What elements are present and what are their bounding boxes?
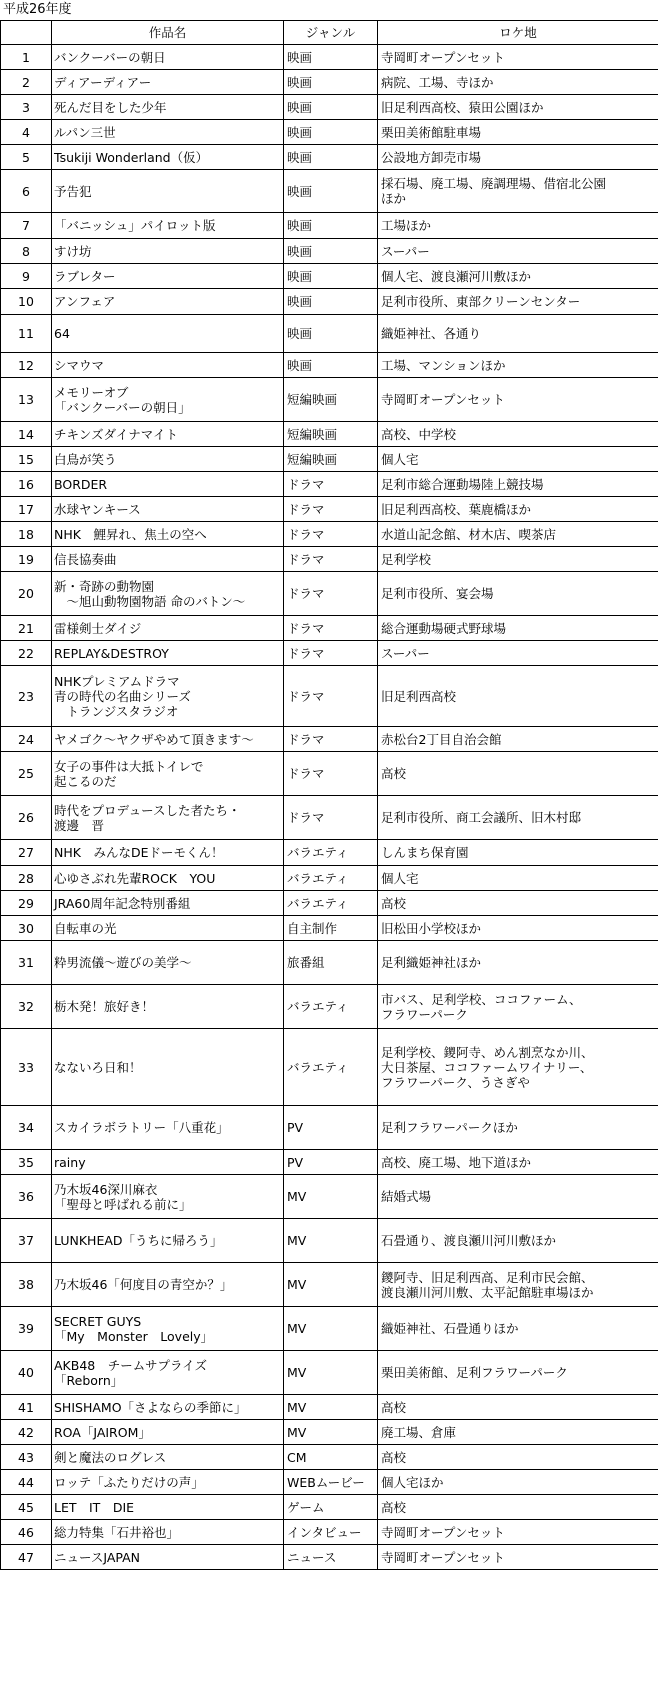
row-genre: 旅番組 bbox=[284, 941, 378, 985]
row-number: 36 bbox=[1, 1175, 52, 1219]
row-number: 23 bbox=[1, 666, 52, 727]
row-genre: ドラマ bbox=[284, 497, 378, 522]
row-number: 28 bbox=[1, 866, 52, 891]
row-title: ディアーディアー bbox=[52, 70, 284, 95]
row-title: 剣と魔法のログレス bbox=[52, 1445, 284, 1470]
table-row bbox=[1, 1351, 658, 1395]
row-genre: CM bbox=[284, 1445, 378, 1470]
row-location: 足利学校 bbox=[378, 547, 658, 572]
row-location: 寺岡町オープンセット bbox=[378, 1545, 658, 1570]
row-genre: 短編映画 bbox=[284, 378, 378, 422]
row-location: 栗田美術館、足利フラワーパーク bbox=[378, 1351, 658, 1395]
row-title: ニュースJAPAN bbox=[52, 1545, 284, 1570]
table-row bbox=[1, 239, 658, 264]
row-location: 工場、マンションほか bbox=[378, 353, 658, 378]
row-title: シマウマ bbox=[52, 353, 284, 378]
row-number: 45 bbox=[1, 1495, 52, 1520]
row-location: しんまち保育園 bbox=[378, 840, 658, 866]
table-row bbox=[1, 727, 658, 752]
row-genre: 短編映画 bbox=[284, 447, 378, 472]
row-genre: ゲーム bbox=[284, 1495, 378, 1520]
table-row bbox=[1, 891, 658, 916]
row-genre: ドラマ bbox=[284, 522, 378, 547]
row-location: 足利市役所、東部クリーンセンター bbox=[378, 289, 658, 315]
header-no bbox=[1, 21, 52, 45]
row-title: ルパン三世 bbox=[52, 120, 284, 145]
row-title: 粋男流儀～遊びの美学～ bbox=[52, 941, 284, 985]
row-number: 2 bbox=[1, 70, 52, 95]
row-genre: 映画 bbox=[284, 170, 378, 213]
row-title: SHISHAMO「さよならの季節に」 bbox=[52, 1395, 284, 1420]
row-genre: 映画 bbox=[284, 120, 378, 145]
row-title: ヤメゴク～ヤクザやめて頂きます～ bbox=[52, 727, 284, 752]
row-number: 22 bbox=[1, 641, 52, 666]
row-genre: 映画 bbox=[284, 95, 378, 120]
row-number: 21 bbox=[1, 616, 52, 641]
row-genre: 映画 bbox=[284, 70, 378, 95]
row-number: 27 bbox=[1, 840, 52, 866]
row-location: 結婚式場 bbox=[378, 1175, 658, 1219]
row-number: 8 bbox=[1, 239, 52, 264]
row-title: 自転車の光 bbox=[52, 916, 284, 941]
row-number: 19 bbox=[1, 547, 52, 572]
row-number: 44 bbox=[1, 1470, 52, 1495]
header-row bbox=[1, 21, 658, 45]
row-location: スーパー bbox=[378, 239, 658, 264]
row-location: 織姫神社、各通り bbox=[378, 315, 658, 353]
row-title: Tsukiji Wonderland（仮） bbox=[52, 145, 284, 170]
row-location: 旧足利西高校、葉鹿橋ほか bbox=[378, 497, 658, 522]
row-genre: 映画 bbox=[284, 45, 378, 70]
row-location: 寺岡町オープンセット bbox=[378, 378, 658, 422]
row-genre: 映画 bbox=[284, 145, 378, 170]
table-row bbox=[1, 70, 658, 95]
row-location: 高校 bbox=[378, 1445, 658, 1470]
row-number: 33 bbox=[1, 1029, 52, 1106]
row-title: ROA「JAIROM」 bbox=[52, 1420, 284, 1445]
row-location: 高校 bbox=[378, 1395, 658, 1420]
table-row bbox=[1, 572, 658, 616]
row-location: 総合運動場硬式野球場 bbox=[378, 616, 658, 641]
row-location: 旧足利西高校、猿田公園ほか bbox=[378, 95, 658, 120]
table-row bbox=[1, 95, 658, 120]
row-title: すけ坊 bbox=[52, 239, 284, 264]
row-location: 高校 bbox=[378, 752, 658, 796]
row-location: 個人宅 bbox=[378, 447, 658, 472]
row-genre: ドラマ bbox=[284, 666, 378, 727]
table-row bbox=[1, 145, 658, 170]
header-genre: ジャンル bbox=[284, 21, 378, 45]
row-genre: 短編映画 bbox=[284, 422, 378, 447]
row-location: 旧松田小学校ほか bbox=[378, 916, 658, 941]
row-title: 新・奇跡の動物園 ～旭山動物園物語 命のバトン～ bbox=[52, 572, 284, 616]
row-title: SECRET GUYS 「My Monster Lovely」 bbox=[52, 1307, 284, 1351]
row-location: 寺岡町オープンセット bbox=[378, 45, 658, 70]
row-number: 41 bbox=[1, 1395, 52, 1420]
row-number: 40 bbox=[1, 1351, 52, 1395]
row-number: 12 bbox=[1, 353, 52, 378]
row-title: 「バニッシュ」パイロット版 bbox=[52, 213, 284, 239]
row-title: チキンズダイナマイト bbox=[52, 422, 284, 447]
row-title: 予告犯 bbox=[52, 170, 284, 213]
row-title: 乃木坂46深川麻衣 「聖母と呼ばれる前に」 bbox=[52, 1175, 284, 1219]
row-genre: WEBムービー bbox=[284, 1470, 378, 1495]
row-title: ロッテ「ふたりだけの声」 bbox=[52, 1470, 284, 1495]
row-genre: 映画 bbox=[284, 353, 378, 378]
row-genre: MV bbox=[284, 1395, 378, 1420]
row-genre: ドラマ bbox=[284, 727, 378, 752]
row-genre: バラエティ bbox=[284, 891, 378, 916]
row-number: 9 bbox=[1, 264, 52, 289]
row-title: NHK 鯉昇れ、焦土の空へ bbox=[52, 522, 284, 547]
table-row bbox=[1, 616, 658, 641]
table-row bbox=[1, 547, 658, 572]
row-title: 乃木坂46「何度目の青空か？」 bbox=[52, 1263, 284, 1307]
row-title: BORDER bbox=[52, 472, 284, 497]
row-location: 工場ほか bbox=[378, 213, 658, 239]
row-title: NHKプレミアムドラマ 青の時代の名曲シリーズ トランジスタラジオ bbox=[52, 666, 284, 727]
row-number: 14 bbox=[1, 422, 52, 447]
row-title: rainy bbox=[52, 1150, 284, 1175]
table-row bbox=[1, 315, 658, 353]
row-genre: ドラマ bbox=[284, 796, 378, 840]
row-genre: インタビュー bbox=[284, 1520, 378, 1545]
row-location: 足利市役所、商工会議所、旧木村邸 bbox=[378, 796, 658, 840]
row-location: 鑁阿寺、旧足利西高、足利市民会館、 渡良瀬川河川敷、太平記館駐車場ほか bbox=[378, 1263, 658, 1307]
table-row bbox=[1, 45, 658, 70]
row-title: JRA60周年記念特別番組 bbox=[52, 891, 284, 916]
row-genre: 映画 bbox=[284, 264, 378, 289]
row-number: 38 bbox=[1, 1263, 52, 1307]
table-row bbox=[1, 378, 658, 422]
table-row bbox=[1, 1263, 658, 1307]
row-title: 64 bbox=[52, 315, 284, 353]
row-title: 心ゆさぶれ先輩ROCK YOU bbox=[52, 866, 284, 891]
header-location: ロケ地 bbox=[378, 21, 658, 45]
row-title: 時代をプロデュースした者たち・ 渡邊 晋 bbox=[52, 796, 284, 840]
row-location: 市バス、足利学校、ココファーム、 フラワーパーク bbox=[378, 985, 658, 1029]
table-row bbox=[1, 1395, 658, 1420]
table-row bbox=[1, 916, 658, 941]
row-location: 個人宅 bbox=[378, 866, 658, 891]
row-genre: PV bbox=[284, 1106, 378, 1150]
row-number: 39 bbox=[1, 1307, 52, 1351]
row-title: 雷様剣士ダイジ bbox=[52, 616, 284, 641]
table-row bbox=[1, 1445, 658, 1470]
table-row bbox=[1, 422, 658, 447]
row-number: 3 bbox=[1, 95, 52, 120]
table-row bbox=[1, 1545, 658, 1570]
row-title: 信長協奏曲 bbox=[52, 547, 284, 572]
row-number: 17 bbox=[1, 497, 52, 522]
row-location: スーパー bbox=[378, 641, 658, 666]
row-title: LET IT DIE bbox=[52, 1495, 284, 1520]
table-row bbox=[1, 866, 658, 891]
row-title: NHK みんなDEドーモくん！ bbox=[52, 840, 284, 866]
row-location: 石畳通り、渡良瀬川河川敷ほか bbox=[378, 1219, 658, 1263]
row-genre: MV bbox=[284, 1175, 378, 1219]
row-number: 31 bbox=[1, 941, 52, 985]
row-genre: ドラマ bbox=[284, 572, 378, 616]
row-genre: MV bbox=[284, 1219, 378, 1263]
row-title: AKB48 チームサプライズ 「Reborn」 bbox=[52, 1351, 284, 1395]
row-location: 赤松台2丁目自治会館 bbox=[378, 727, 658, 752]
row-genre: 映画 bbox=[284, 213, 378, 239]
row-number: 1 bbox=[1, 45, 52, 70]
row-number: 4 bbox=[1, 120, 52, 145]
table-row bbox=[1, 1175, 658, 1219]
sheet-title: 平成26年度 bbox=[3, 2, 72, 17]
row-genre: バラエティ bbox=[284, 1029, 378, 1106]
location-table bbox=[0, 20, 658, 1570]
row-genre: MV bbox=[284, 1263, 378, 1307]
row-location: 寺岡町オープンセット bbox=[378, 1520, 658, 1545]
row-location: 旧足利西高校 bbox=[378, 666, 658, 727]
row-genre: ドラマ bbox=[284, 472, 378, 497]
row-number: 20 bbox=[1, 572, 52, 616]
table-row bbox=[1, 213, 658, 239]
row-location: 高校 bbox=[378, 891, 658, 916]
row-title: バンクーバーの朝日 bbox=[52, 45, 284, 70]
row-number: 15 bbox=[1, 447, 52, 472]
row-location: 足利市役所、宴会場 bbox=[378, 572, 658, 616]
row-location: 個人宅ほか bbox=[378, 1470, 658, 1495]
row-genre: ニュース bbox=[284, 1545, 378, 1570]
table-row bbox=[1, 1106, 658, 1150]
row-location: 水道山記念館、材木店、喫茶店 bbox=[378, 522, 658, 547]
table-row bbox=[1, 353, 658, 378]
row-title: REPLAY&DESTROY bbox=[52, 641, 284, 666]
table-row bbox=[1, 447, 658, 472]
row-genre: ドラマ bbox=[284, 616, 378, 641]
row-location: 高校、廃工場、地下道ほか bbox=[378, 1150, 658, 1175]
table-row bbox=[1, 1520, 658, 1545]
row-number: 47 bbox=[1, 1545, 52, 1570]
row-genre: ドラマ bbox=[284, 547, 378, 572]
row-title: アンフェア bbox=[52, 289, 284, 315]
row-title: スカイラボラトリー「八重花」 bbox=[52, 1106, 284, 1150]
row-location: 足利学校、鑁阿寺、めん割烹なか川、 大日茶屋、ココファームワイナリー、 フラワーパーク、うさぎや bbox=[378, 1029, 658, 1106]
row-title: 女子の事件は大抵トイレで 起こるのだ bbox=[52, 752, 284, 796]
table-row bbox=[1, 985, 658, 1029]
row-number: 35 bbox=[1, 1150, 52, 1175]
row-title: なないろ日和！ bbox=[52, 1029, 284, 1106]
row-location: 高校、中学校 bbox=[378, 422, 658, 447]
row-genre: 映画 bbox=[284, 315, 378, 353]
row-number: 11 bbox=[1, 315, 52, 353]
table-row bbox=[1, 1219, 658, 1263]
table-row bbox=[1, 1150, 658, 1175]
row-genre: 映画 bbox=[284, 289, 378, 315]
row-number: 46 bbox=[1, 1520, 52, 1545]
row-title: ラブレター bbox=[52, 264, 284, 289]
row-location: 足利織姫神社ほか bbox=[378, 941, 658, 985]
row-location: 足利フラワーパークほか bbox=[378, 1106, 658, 1150]
table-row bbox=[1, 497, 658, 522]
table-row bbox=[1, 264, 658, 289]
row-number: 43 bbox=[1, 1445, 52, 1470]
row-location: 栗田美術館駐車場 bbox=[378, 120, 658, 145]
row-title: メモリーオブ 「バンクーバーの朝日」 bbox=[52, 378, 284, 422]
table-row bbox=[1, 941, 658, 985]
table-row bbox=[1, 666, 658, 727]
row-genre: ドラマ bbox=[284, 752, 378, 796]
table-row bbox=[1, 1420, 658, 1445]
table-row bbox=[1, 1029, 658, 1106]
row-title: 水球ヤンキース bbox=[52, 497, 284, 522]
row-genre: PV bbox=[284, 1150, 378, 1175]
row-title: 栃木発！旅好き！ bbox=[52, 985, 284, 1029]
row-genre: バラエティ bbox=[284, 866, 378, 891]
row-location: 病院、工場、寺ほか bbox=[378, 70, 658, 95]
row-number: 16 bbox=[1, 472, 52, 497]
row-number: 24 bbox=[1, 727, 52, 752]
row-genre: MV bbox=[284, 1351, 378, 1395]
row-number: 26 bbox=[1, 796, 52, 840]
table-row bbox=[1, 1307, 658, 1351]
row-genre: バラエティ bbox=[284, 985, 378, 1029]
row-number: 29 bbox=[1, 891, 52, 916]
table-row bbox=[1, 170, 658, 213]
table-row bbox=[1, 1470, 658, 1495]
row-location: 個人宅、渡良瀬河川敷ほか bbox=[378, 264, 658, 289]
row-number: 18 bbox=[1, 522, 52, 547]
row-number: 13 bbox=[1, 378, 52, 422]
table-row bbox=[1, 120, 658, 145]
header-title: 作品名 bbox=[52, 21, 284, 45]
table-row bbox=[1, 472, 658, 497]
row-title: 白鳥が笑う bbox=[52, 447, 284, 472]
table-row bbox=[1, 796, 658, 840]
row-genre: MV bbox=[284, 1307, 378, 1351]
row-genre: ドラマ bbox=[284, 641, 378, 666]
table-row bbox=[1, 752, 658, 796]
row-location: 織姫神社、石畳通りほか bbox=[378, 1307, 658, 1351]
row-number: 6 bbox=[1, 170, 52, 213]
row-number: 7 bbox=[1, 213, 52, 239]
row-number: 32 bbox=[1, 985, 52, 1029]
row-number: 10 bbox=[1, 289, 52, 315]
table-row bbox=[1, 289, 658, 315]
row-genre: バラエティ bbox=[284, 840, 378, 866]
row-number: 42 bbox=[1, 1420, 52, 1445]
row-location: 廃工場、倉庫 bbox=[378, 1420, 658, 1445]
row-number: 25 bbox=[1, 752, 52, 796]
row-number: 30 bbox=[1, 916, 52, 941]
table-row bbox=[1, 641, 658, 666]
row-location: 採石場、廃工場、廃調理場、借宿北公園 ほか bbox=[378, 170, 658, 213]
row-genre: 映画 bbox=[284, 239, 378, 264]
table-row bbox=[1, 522, 658, 547]
row-genre: MV bbox=[284, 1420, 378, 1445]
row-location: 足利市総合運動場陸上競技場 bbox=[378, 472, 658, 497]
row-location: 公設地方卸売市場 bbox=[378, 145, 658, 170]
row-title: LUNKHEAD「うちに帰ろう」 bbox=[52, 1219, 284, 1263]
row-title: 総力特集「石井裕也」 bbox=[52, 1520, 284, 1545]
row-number: 34 bbox=[1, 1106, 52, 1150]
row-genre: 自主制作 bbox=[284, 916, 378, 941]
table-row bbox=[1, 840, 658, 866]
row-title: 死んだ目をした少年 bbox=[52, 95, 284, 120]
table-row bbox=[1, 1495, 658, 1520]
row-number: 5 bbox=[1, 145, 52, 170]
row-number: 37 bbox=[1, 1219, 52, 1263]
row-location: 高校 bbox=[378, 1495, 658, 1520]
